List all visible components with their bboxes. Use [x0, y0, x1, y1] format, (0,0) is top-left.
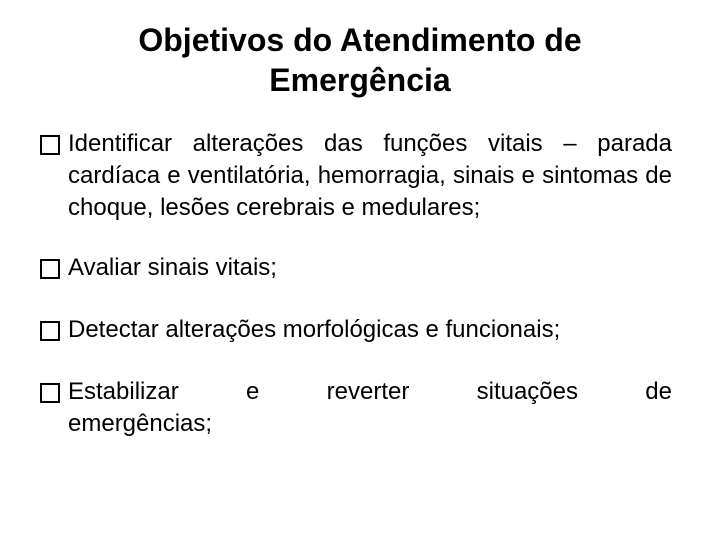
bullet-text: Detectar alterações morfológicas e funcionais;: [68, 316, 561, 343]
bullet-item: [40, 314, 672, 346]
bullet-text: Identificar alterações das funções vitais – parada cardíaca e ventilatória, hemorragia, sinais e sintomas de choque, lesões cerebrais e medulares;: [68, 130, 672, 221]
bullet-item: [40, 376, 672, 440]
checkbox-icon: [40, 259, 60, 279]
bullet-text-line-1: [68, 376, 672, 408]
title-line-2: Emergência: [269, 62, 451, 98]
title-line-1: Objetivos do Atendimento de: [138, 22, 582, 58]
bullet-word: e: [246, 378, 260, 405]
checkbox-icon: [40, 321, 60, 341]
bullet-word: de: [645, 378, 672, 405]
bullet-text: [68, 376, 672, 440]
checkbox-icon: [40, 383, 60, 403]
bullet-list: [40, 128, 672, 440]
bullet-text: Avaliar sinais vitais;: [68, 254, 277, 281]
bullet-word: situações: [476, 378, 578, 405]
slide-title: [60, 20, 660, 100]
bullet-word: reverter: [326, 378, 410, 405]
bullet-word: Estabilizar: [68, 378, 179, 405]
bullet-text-line-2: emergências;: [68, 410, 213, 437]
bullet-item: [40, 128, 672, 224]
bullet-item: [40, 252, 672, 284]
checkbox-icon: [40, 135, 60, 155]
